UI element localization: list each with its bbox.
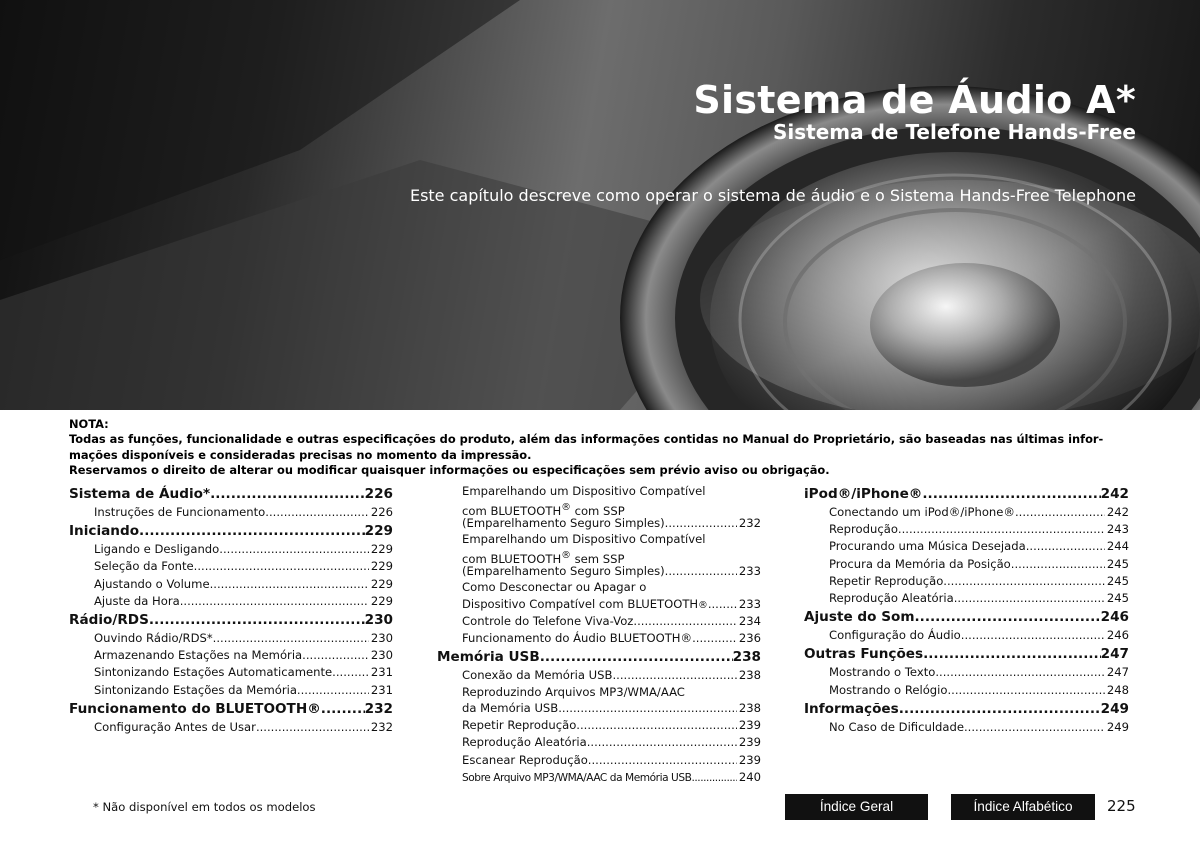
toc-page-number: 230 bbox=[370, 648, 393, 663]
toc-item-label: sem SSP bbox=[570, 551, 625, 566]
toc-item-label: Reprodução Aleatória bbox=[829, 590, 954, 605]
toc-item[interactable] bbox=[437, 769, 761, 786]
toc-page-number: 244 bbox=[1106, 539, 1129, 554]
toc-item[interactable] bbox=[69, 593, 393, 610]
toc-section-title: Iniciando bbox=[69, 523, 140, 540]
note-line: mações disponíveis e consideradas precisas no momento da impressão. bbox=[69, 447, 532, 462]
toc-item[interactable] bbox=[437, 752, 761, 769]
toc-page-number: 243 bbox=[1106, 522, 1129, 537]
toc-item-label: Instruções de Funcionamento bbox=[94, 505, 266, 519]
toc-column-1 bbox=[69, 484, 393, 736]
toc-page-number: 242 bbox=[1106, 505, 1129, 519]
toc-section-radio-rds[interactable] bbox=[69, 610, 393, 630]
toc-item-label: Reprodução bbox=[829, 522, 898, 537]
toc-item[interactable] bbox=[804, 682, 1129, 699]
toc-page-number: 249 bbox=[1100, 700, 1129, 717]
toc-item[interactable] bbox=[69, 504, 393, 521]
toc-page-number: 232 bbox=[370, 719, 393, 734]
toc-section-informacoes[interactable] bbox=[804, 699, 1129, 719]
toc-item[interactable] bbox=[69, 647, 393, 664]
toc-page-number: 229 bbox=[364, 523, 393, 540]
note-line: Reservamos o direito de alterar ou modificar quaisquer informações ou especificações sem prévio aviso ou obrigação. bbox=[69, 463, 830, 478]
toc-item-label: Conectando um iPod®/iPhone® bbox=[829, 505, 1015, 519]
toc-section-title: Rádio/RDS bbox=[69, 611, 149, 628]
toc-item-label: Repetir Reprodução bbox=[462, 718, 577, 733]
toc-item-label: Funcionamento do Áudio BLUETOOTH® bbox=[462, 631, 693, 646]
toc-section-title: Outras Funções bbox=[804, 646, 924, 663]
toc-item-label: Configuração Antes de Usar bbox=[94, 719, 256, 734]
toc-page-number: 246 bbox=[1100, 609, 1129, 626]
toc-item-label: Sintonizando Estações da Memória bbox=[94, 682, 297, 697]
toc-item-label: Ajustando o Volume bbox=[94, 576, 210, 591]
toc-item-label: Sintonizando Estações Automaticamente bbox=[94, 665, 333, 680]
toc-item-label: Reproduzindo Arquivos MP3/WMA/AAC bbox=[462, 684, 685, 699]
toc-page-number: 247 bbox=[1100, 646, 1129, 663]
toc-page-number: 239 bbox=[738, 735, 761, 750]
toc-page-number: 239 bbox=[738, 718, 761, 733]
toc-item-label: Escanear Reprodução bbox=[462, 752, 588, 767]
registered-mark: ® bbox=[561, 549, 571, 561]
toc-item[interactable] bbox=[69, 630, 393, 647]
toc-column-3 bbox=[804, 484, 1129, 736]
toc-item-label: Ligando e Desligando bbox=[94, 542, 220, 557]
toc-page-number: 230 bbox=[364, 611, 393, 628]
toc-page-number: 233 bbox=[738, 564, 761, 579]
toc-page-number: 229 bbox=[370, 576, 393, 591]
toc-page-number: 236 bbox=[738, 631, 761, 646]
registered-mark: ® bbox=[698, 599, 708, 611]
toc-page-number: 238 bbox=[738, 668, 761, 683]
toc-item[interactable] bbox=[804, 719, 1129, 736]
toc-item[interactable] bbox=[437, 532, 761, 580]
toc-section-bluetooth[interactable] bbox=[69, 699, 393, 719]
index-general-button[interactable]: Índice Geral bbox=[785, 794, 928, 820]
toc-item-label: com SSP bbox=[570, 503, 625, 518]
toc-item[interactable] bbox=[437, 613, 761, 630]
toc-item[interactable] bbox=[69, 558, 393, 575]
page-title: Sistema de Áudio A* bbox=[693, 78, 1136, 122]
toc-section-title: Memória USB bbox=[437, 649, 540, 666]
registered-mark: ® bbox=[561, 501, 571, 513]
toc-page-number: 233 bbox=[738, 596, 761, 611]
toc-page-number: 245 bbox=[1106, 590, 1129, 605]
toc-section-ipod-iphone[interactable] bbox=[804, 484, 1129, 504]
toc-item-label: com BLUETOOTH bbox=[462, 551, 562, 566]
toc-item-label: Reprodução Aleatória bbox=[462, 735, 587, 750]
toc-item[interactable] bbox=[437, 734, 761, 751]
chapter-description: Este capítulo descreve como operar o sistema de áudio e o Sistema Hands-Free Telephone bbox=[409, 186, 1136, 205]
footnote: * Não disponível em todos os modelos bbox=[93, 800, 316, 814]
toc-item-label: Procurando uma Música Desejada bbox=[829, 539, 1026, 554]
toc-item[interactable] bbox=[804, 590, 1129, 607]
speaker-illustration bbox=[0, 0, 1200, 410]
toc-item-label: Ouvindo Rádio/RDS* bbox=[94, 630, 213, 645]
toc-page-number: 234 bbox=[738, 613, 761, 628]
toc-page-number: 245 bbox=[1106, 556, 1129, 571]
toc-item[interactable] bbox=[437, 484, 761, 532]
toc-section-memoria-usb[interactable] bbox=[437, 647, 761, 667]
toc-item-label: da Memória USB bbox=[462, 701, 559, 716]
toc-page-number: 249 bbox=[1106, 719, 1129, 734]
toc-section-title: Sistema de Áudio* bbox=[69, 486, 211, 502]
toc-item[interactable] bbox=[69, 541, 393, 558]
toc-section-title: Informações bbox=[804, 700, 899, 717]
toc-item-label: Conexão da Memória USB bbox=[462, 668, 613, 683]
toc-item[interactable] bbox=[804, 664, 1129, 681]
toc-item[interactable] bbox=[804, 556, 1129, 573]
toc-item[interactable] bbox=[804, 538, 1129, 555]
toc-column-2 bbox=[437, 484, 761, 786]
toc-page-number: 229 bbox=[370, 542, 393, 557]
toc-page-number: 240 bbox=[738, 769, 761, 784]
toc-item-label: Emparelhando um Dispositivo Compatível bbox=[462, 484, 706, 498]
note-heading: NOTA: bbox=[69, 417, 109, 431]
toc-page-number: 231 bbox=[370, 682, 393, 697]
toc-item-label: Ajuste da Hora bbox=[94, 593, 180, 608]
toc-item[interactable] bbox=[437, 685, 761, 718]
toc-item[interactable] bbox=[804, 504, 1129, 521]
toc-item-label: Emparelhando um Dispositivo Compatível bbox=[462, 532, 706, 547]
toc-page-number: 232 bbox=[364, 700, 393, 717]
toc-page-number: 231 bbox=[370, 665, 393, 680]
note-line: Todas as funções, funcionalidade e outras especificações do produto, além das informações contidas no Manual do Proprietário, são baseadas nas últimas infor- bbox=[69, 432, 1104, 447]
toc-item-label: Armazenando Estações na Memória bbox=[94, 648, 303, 663]
toc-page-number: 226 bbox=[364, 486, 393, 502]
toc-item-label: Seleção da Fonte bbox=[94, 559, 194, 574]
toc-page-number: 248 bbox=[1106, 682, 1129, 697]
toc-item-label: Configuração do Áudio bbox=[829, 628, 961, 643]
toc-item[interactable] bbox=[804, 521, 1129, 538]
toc-item[interactable] bbox=[69, 719, 393, 736]
toc-page-number: 246 bbox=[1106, 628, 1129, 643]
toc-item[interactable] bbox=[437, 717, 761, 734]
toc-section-title: iPod®/iPhone® bbox=[804, 486, 923, 502]
index-alphabetic-button[interactable]: Índice Alfabético bbox=[951, 794, 1095, 820]
toc-item-label: Como Desconectar ou Apagar o bbox=[462, 580, 647, 595]
toc-item-label: Sobre Arquivo MP3/WMA/AAC da Memória USB bbox=[462, 771, 692, 784]
toc-page-number: 229 bbox=[370, 559, 393, 574]
toc-page-number: 230 bbox=[370, 630, 393, 645]
toc-item-label: (Emparelhamento Seguro Simples) bbox=[462, 516, 665, 531]
page-number: 225 bbox=[1107, 797, 1136, 815]
toc-item[interactable] bbox=[69, 576, 393, 593]
toc-page-number: 232 bbox=[738, 516, 761, 531]
toc-item-label: Mostrando o Relógio bbox=[829, 682, 948, 697]
toc-item-label: Controle do Telefone Viva-Voz bbox=[462, 613, 634, 628]
toc-item-label: Repetir Reprodução bbox=[829, 573, 944, 588]
toc-section-iniciando[interactable] bbox=[69, 521, 393, 541]
toc-section-title: Ajuste do Som bbox=[804, 609, 915, 626]
toc-item[interactable] bbox=[804, 627, 1129, 644]
toc-page-number: 229 bbox=[370, 593, 393, 608]
toc-page-number: 238 bbox=[732, 649, 761, 666]
toc-section-title: Funcionamento do BLUETOOTH® bbox=[69, 700, 321, 717]
disclaimer-note bbox=[69, 417, 1139, 479]
page-subtitle: Sistema de Telefone Hands-Free bbox=[773, 120, 1136, 144]
toc-item-label: com BLUETOOTH bbox=[462, 503, 562, 518]
toc-page-number: 226 bbox=[370, 505, 393, 519]
toc-item[interactable] bbox=[804, 573, 1129, 590]
toc-page-number: 247 bbox=[1106, 665, 1129, 680]
toc-item[interactable] bbox=[437, 630, 761, 647]
toc-item-label: Procura da Memória da Posição bbox=[829, 556, 1011, 571]
toc-item[interactable] bbox=[437, 667, 761, 684]
toc-item[interactable] bbox=[437, 580, 761, 613]
toc-item-label: Dispositivo Compatível com BLUETOOTH bbox=[462, 596, 699, 611]
toc-item[interactable] bbox=[69, 682, 393, 699]
toc-page-number: 239 bbox=[738, 752, 761, 767]
toc-section-ajuste-do-som[interactable] bbox=[804, 607, 1129, 627]
toc-section-sistema-de-audio[interactable] bbox=[69, 484, 393, 504]
toc-item-label: No Caso de Dificuldade bbox=[829, 719, 964, 734]
hero-banner bbox=[0, 0, 1200, 410]
toc-item-label: (Emparelhamento Seguro Simples) bbox=[462, 564, 665, 579]
toc-page-number: 245 bbox=[1106, 573, 1129, 588]
toc-item-label: Mostrando o Texto bbox=[829, 665, 936, 680]
toc-section-outras-funcoes[interactable] bbox=[804, 644, 1129, 664]
toc-item[interactable] bbox=[69, 664, 393, 681]
toc-page-number: 238 bbox=[738, 701, 761, 716]
toc-page-number: 242 bbox=[1100, 486, 1129, 502]
